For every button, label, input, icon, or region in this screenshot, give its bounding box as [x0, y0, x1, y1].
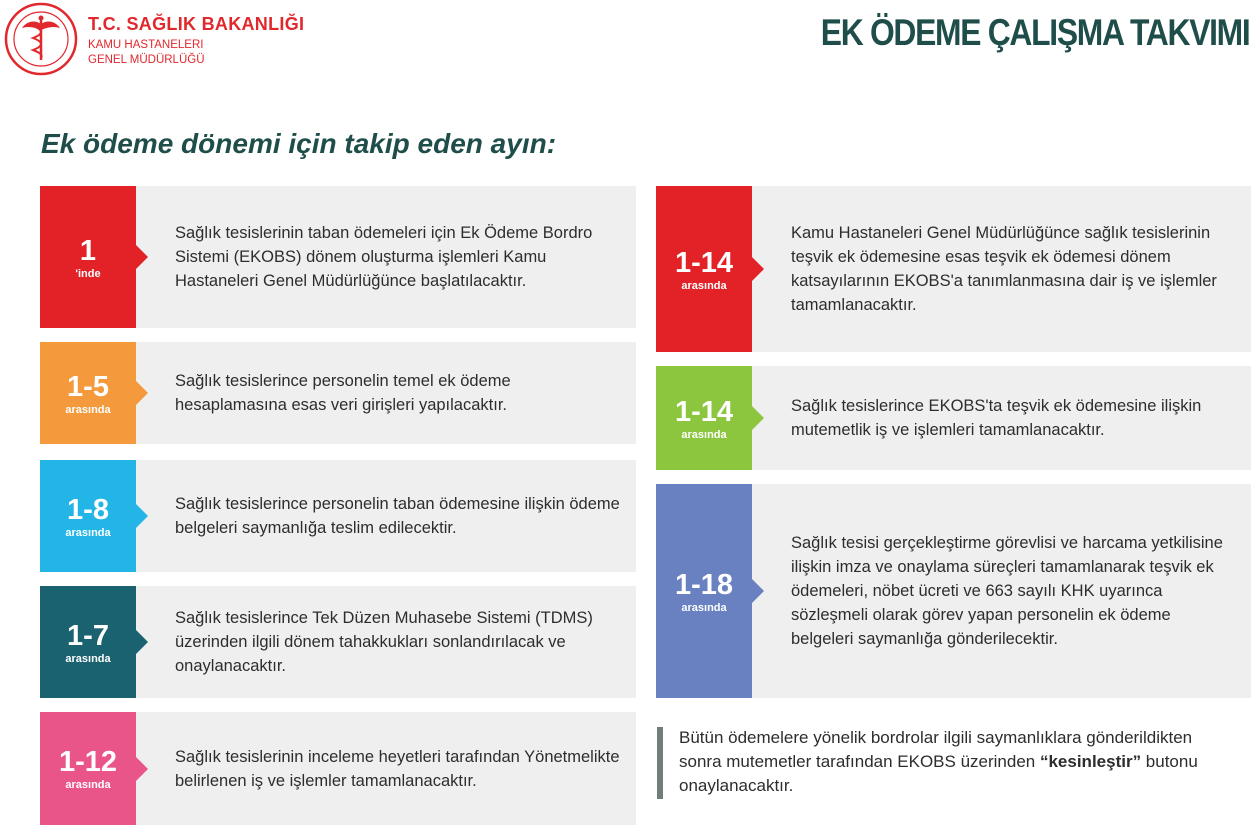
- date-suffix: arasında: [681, 279, 727, 292]
- item-description: Sağlık tesislerince Tek Düzen Muhasebe Sistemi (TDMS) üzerinden ilgili dönem tahakkukları sonlandırılacak ve onaylanacaktır.: [175, 609, 593, 675]
- date-range: 1-7: [67, 619, 109, 652]
- note-text-2: butonu onaylanacaktır.: [679, 752, 1198, 795]
- date-badge: [656, 484, 752, 698]
- date-badge: [40, 712, 136, 825]
- date-suffix: arasında: [681, 601, 727, 614]
- item-description: Sağlık tesislerinin taban ödemeleri için Ek Ödeme Bordro Sistemi (EKOBS) dönem oluşturma işlemleri Kamu Hastaneleri Genel Müdürlüğünce başlatılacaktır.: [175, 224, 593, 290]
- schedule-item-right-2: [656, 366, 1251, 470]
- ministry-logo-icon: [4, 2, 78, 76]
- date-range: 1-14: [674, 246, 734, 279]
- org-line-2: KAMU HASTANELERI: [88, 39, 204, 51]
- item-description: Sağlık tesisi gerçekleştirme görevlisi ve harcama yetkilisine ilişkin imza ve onaylama süreçleri tamamlanarak teşvik ek ödemeleri, nöbet ücreti ve 663 sayılı KHK uyarınca sözleşmeli olarak görev yapan personelin ek ödeme belgeleri saymanlığa gönderilecektir.: [791, 534, 1223, 648]
- date-badge: [40, 586, 136, 698]
- date-badge: [656, 366, 752, 470]
- date-range: 1-14: [674, 395, 734, 428]
- schedule-item-right-1: [656, 186, 1251, 352]
- date-range: 1: [79, 234, 97, 267]
- final-note: [679, 726, 1204, 798]
- date-badge: [40, 460, 136, 572]
- item-description: Sağlık tesislerince EKOBS'ta teşvik ek ödemesine ilişkin mutemetlik iş ve işlemleri tamamlanacaktır.: [791, 397, 1202, 439]
- item-description: Sağlık tesislerince personelin temel ek ödeme hesaplamasına esas veri girişleri yapılacaktır.: [175, 372, 511, 414]
- date-range: 1-12: [58, 746, 118, 778]
- date-suffix: 'inde: [75, 267, 101, 280]
- date-range: 1-18: [674, 568, 734, 601]
- note-emphasis: “kesinleştir”: [1039, 752, 1142, 771]
- item-description: Kamu Hastaneleri Genel Müdürlüğünce sağlık tesislerinin teşvik ek ödemesine esas teşvik ek ödemesi dönem katsayılarının EKOBS'a tanımlanmasına dair iş ve işlemler tamamlanacaktır.: [791, 224, 1217, 314]
- date-suffix: arasında: [65, 652, 111, 665]
- org-line-1: T.C. SAĞLIK BAKANLIĞI: [88, 14, 305, 34]
- organization-name: [88, 14, 304, 68]
- page-title: EK ÖDEME ÇALIŞMA TAKVIMI: [820, 12, 1249, 53]
- date-range: 1-5: [67, 370, 109, 403]
- date-suffix: arasında: [65, 403, 111, 416]
- note-text-1: Bütün ödemelere yönelik bordrolar ilgili saymanlıklara gönderildikten sonra mutemetler tarafından EKOBS üzerinden: [679, 728, 1193, 771]
- schedule-item-left-3: [40, 460, 636, 572]
- schedule-item-left-5: [40, 712, 636, 825]
- schedule-item-left-4: [40, 586, 636, 698]
- org-line-3: GENEL MÜDÜRLÜĞÜ: [88, 54, 205, 66]
- item-description: Sağlık tesislerince personelin taban ödemesine ilişkin ödeme belgeleri saymanlığa teslim edilecektir.: [175, 495, 620, 537]
- date-range: 1-8: [67, 493, 109, 526]
- date-badge: [40, 186, 136, 328]
- schedule-item-left-1: [40, 186, 636, 328]
- schedule-item-left-2: [40, 342, 636, 444]
- date-suffix: arasında: [65, 526, 111, 539]
- date-badge: [656, 186, 752, 352]
- section-subtitle: Ek ödeme dönemi için takip eden ayın:: [41, 128, 557, 159]
- schedule-item-right-3: [656, 484, 1251, 698]
- date-suffix: arasında: [681, 428, 727, 441]
- item-description: Sağlık tesislerinin inceleme heyetleri tarafından Yönetmelikte belirlenen iş ve işlemler tamamlanacaktır.: [175, 747, 620, 790]
- date-suffix: arasında: [65, 779, 111, 791]
- note-accent-bar: [657, 727, 663, 799]
- date-badge: [40, 342, 136, 444]
